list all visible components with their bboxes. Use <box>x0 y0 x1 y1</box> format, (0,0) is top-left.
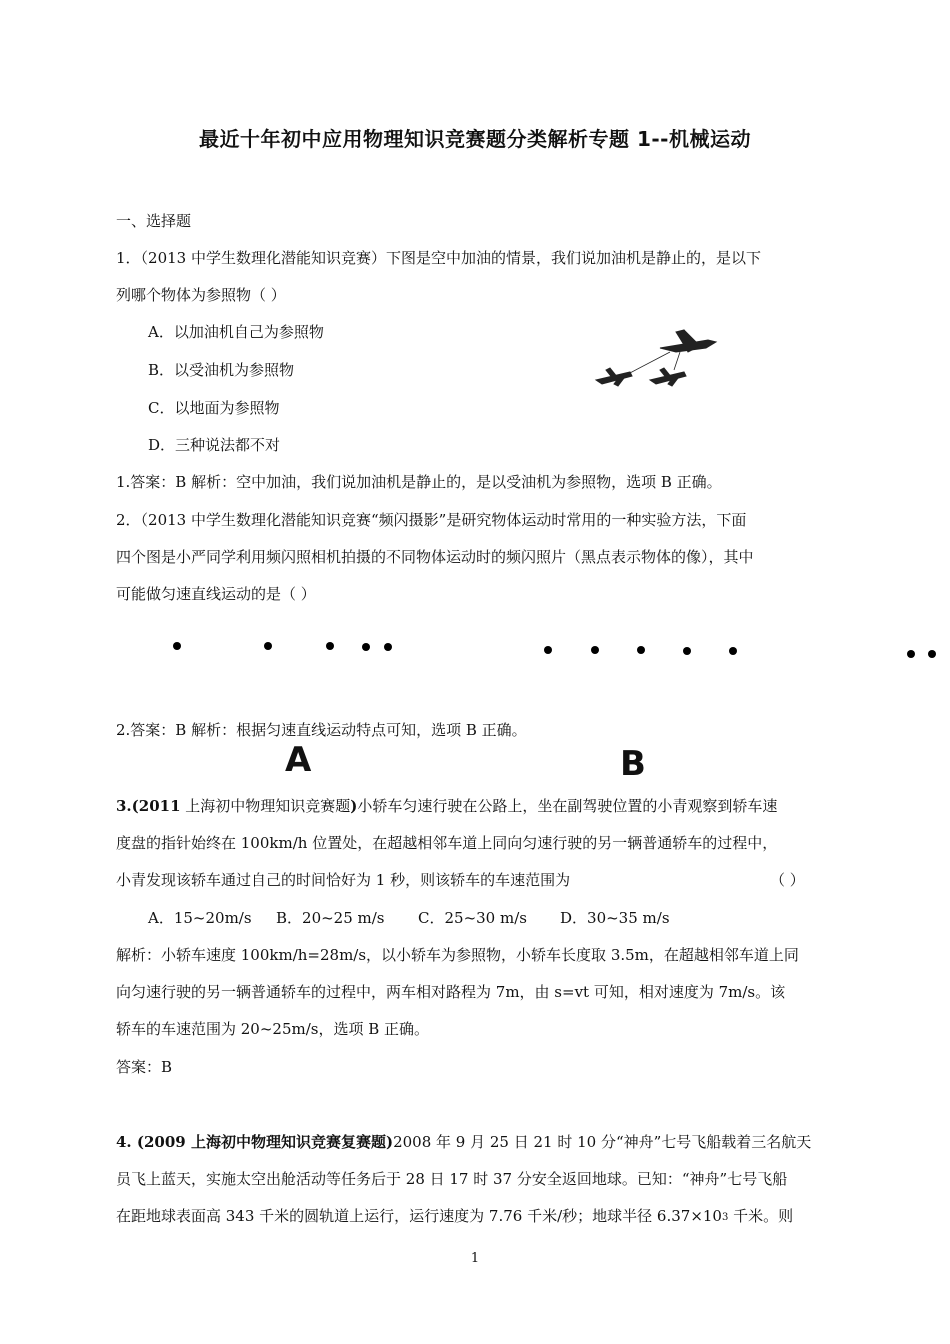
strobe-dot-b <box>683 647 691 655</box>
figure-label-a: A <box>285 740 312 780</box>
q4-line3 <box>116 1206 793 1228</box>
strobe-dot-c <box>907 650 915 658</box>
q1-option-b: B．以受油机为参照物 <box>148 361 295 379</box>
page-number: 1 <box>470 1251 480 1266</box>
q1-answer: 1.答案：B 解析：空中加油，我们说加油机是静止的，是以受油机为参照物，选项 B 正确。 <box>116 473 722 491</box>
strobe-dot-a <box>362 643 370 651</box>
q3-analysis-3: 轿车的车速范围为 20~25m/s，选项 B 正确。 <box>116 1020 430 1038</box>
q3-paren: ) <box>350 797 358 815</box>
q1-option-d: D．三种说法都不对 <box>148 436 281 454</box>
q3-answer-paren: （ ） <box>770 871 805 889</box>
q3-analysis-1: 解析：小轿车速度 100km/h=28m/s，以小轿车为参照物，小轿车长度取 3.5m，在超越相邻车道上同 <box>116 946 799 964</box>
q3-option-c: C．25~30 m/s <box>418 909 527 927</box>
q3-option-d: D．30~35 m/s <box>560 909 670 927</box>
q1-line2: 列哪个物体为参照物（ ） <box>116 286 286 304</box>
q2-line3: 可能做匀速直线运动的是（ ） <box>116 585 316 603</box>
q4-exponent: 3 <box>721 1212 729 1223</box>
q4-source: 上海初中物理知识竞赛复赛题) <box>185 1133 394 1151</box>
strobe-dot-c <box>928 650 936 658</box>
q2-line1: 2．（2013 中学生数理化潜能知识竞赛“频闪摄影”是研究物体运动时常用的一种实验方法，下面 <box>116 511 747 529</box>
q4-line3-b: 千米。则 <box>728 1207 794 1225</box>
q2-line2: 四个图是小严同学利用频闪照相机拍摄的不同物体运动时的频闪照片（黑点表示物体的像），其中 <box>116 548 754 566</box>
strobe-dot-b <box>729 647 737 655</box>
q3-option-b: B．20~25 m/s <box>276 909 385 927</box>
q4-line1-rest: 2008 年 9 月 25 日 21 时 10 分“神舟”七号飞船载着三名航天 <box>393 1133 812 1151</box>
q4-line3-a: 在距地球表面高 343 千米的圆轨道上运行，运行速度为 7.76 千米/秒；地球半径 6.37×10 <box>116 1207 722 1225</box>
strobe-dot-a <box>264 642 272 650</box>
q3-prefix: 3.(2011 <box>116 797 181 815</box>
strobe-dot-a <box>326 642 334 650</box>
strobe-dot-b <box>637 646 645 654</box>
q3-line1-rest: 小轿车匀速行驶在公路上，坐在副驾驶位置的小青观察到轿车速 <box>357 797 778 815</box>
strobe-dot-b <box>544 646 552 654</box>
q1-option-c: C．以地面为参照物 <box>148 399 280 417</box>
q3-source: 上海初中物理知识竞赛题 <box>180 797 351 815</box>
q1-option-a: A．以加油机自己为参照物 <box>148 323 324 341</box>
q3-answer: 答案：B <box>116 1058 173 1076</box>
figure-label-b: B <box>620 744 646 784</box>
page-title: 最近十年初中应用物理知识竞赛题分类解析专题 1--机械运动 <box>199 127 751 151</box>
q2-answer: 2.答案：B 解析：根据匀速直线运动特点可知，选项 B 正确。 <box>116 721 527 739</box>
q4-prefix: 4. (2009 <box>116 1133 186 1151</box>
q3-analysis-2: 向匀速行驶的另一辆普通轿车的过程中，两车相对路程为 7m，由 s=vt 可知，相对速度为 7m/s。该 <box>116 983 786 1001</box>
q3-option-a: A．15~20m/s <box>148 909 252 927</box>
strobe-dot-b <box>591 646 599 654</box>
q1-line1: 1．（2013 中学生数理化潜能知识竞赛）下图是空中加油的情景，我们说加油机是静止的，是以下 <box>116 249 761 267</box>
q4-line1 <box>116 1132 811 1152</box>
section-heading: 一、选择题 <box>116 212 192 230</box>
strobe-dot-a <box>173 642 181 650</box>
q3-line3: 小青发现该轿车通过自己的时间恰好为 1 秒，则该轿车的车速范围为 <box>116 871 571 889</box>
q3-line1 <box>116 796 777 816</box>
q4-line2: 员飞上蓝天，实施太空出舱活动等任务后于 28 日 17 时 37 分安全返回地球。已知：“神舟”七号飞船 <box>116 1170 788 1188</box>
aerial-refueling-image <box>588 322 730 394</box>
q3-line2: 度盘的指针始终在 100km/h 位置处，在超越相邻车道上同向匀速行驶的另一辆普通轿车的过程中， <box>116 834 778 852</box>
strobe-dot-a <box>384 643 392 651</box>
